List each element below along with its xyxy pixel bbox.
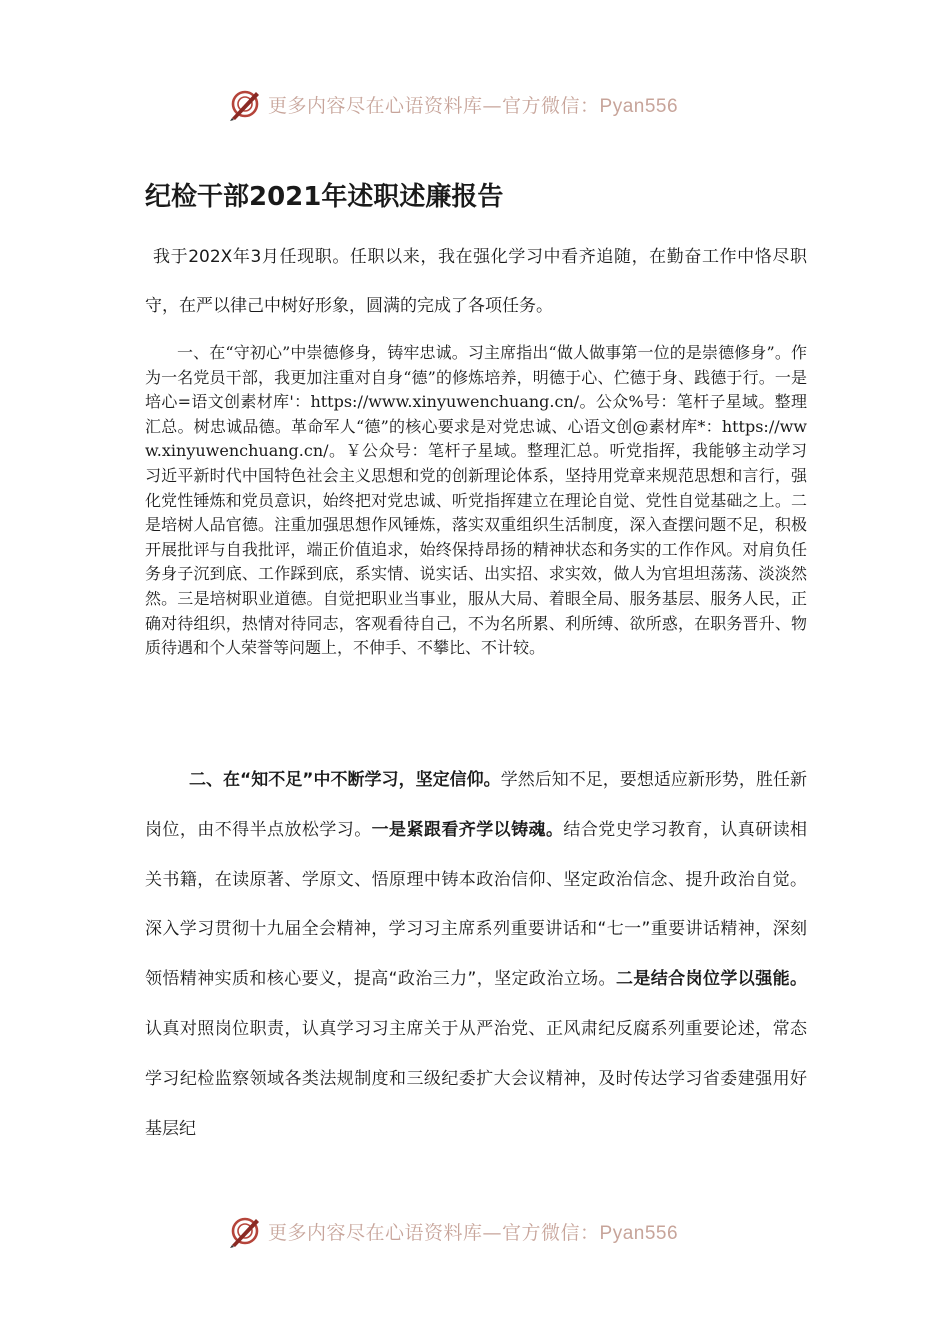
header-watermark-banner [228, 84, 678, 124]
section-one-paragraph: 一、在“守初心”中崇德修身，铸牢忠诚。习主席指出“做人做事第一位的是崇德修身”。作为一名党员干部，我更加注重对自身“德”的修炼培养，明德于心、伫德于身、践德于行。一是培心=语文创素材库'：https://www.xinyuwenchuang.cn/。公众%号：笔杆子星域。整理汇总。树忠诚品德。革命军人“德”的核心要求是对党忠诚、心语文创@素材库*：https://www.xinyuwenchuang.cn/。￥公众号：笔杆子星域。整理汇总。听党指挥，我能够主动学习习近平新时代中国特色社会主义思想和党的创新理论体系，坚持用党章来规范思想和言行，强化党性锤炼和党员意识，始终把对党忠诚、听党指挥建立在理论自觉、党性自觉基础之上。二是培树人品官德。注重加强思想作风锤炼，落实双重组织生活制度，深入查摆问题不足，积极开展批评与自我批评，端正价值追求，始终保持昂扬的精神状态和务实的工作作风。对肩负任务身子沉到底、工作踩到底，系实情、说实话、出实招、求实效，做人为官坦坦荡荡、淡淡然然。三是培树职业道德。自觉把职业当事业，服从大局、着眼全局、服务基层、服务人民，正确对待组织，热情对待同志，客观看待自己，不为名所累、利所缚、欲所惑，在职务晋升、物质待遇和个人荣誉等问题上，不伸手、不攀比、不计较。 [145, 343, 807, 658]
intro-paragraph: 我于202X年3月任现职。任职以来，我在强化学习中看齐追随，在勤奋工作中恪尽职守，在严以律己中树好形象，圆满的完成了各项任务。 [145, 247, 807, 316]
page-title: 纪检干部2021年述职述廉报告 [145, 182, 504, 212]
subpoint-two-heading: 二是结合岗位学以强能。 [615, 969, 807, 990]
watermark-text: 更多内容尽在心语资料库—官方微信：Pyan556 [268, 94, 679, 117]
subpoint-one-heading: 一是紧跟看齐学以铸魂。 [371, 819, 564, 840]
footer-watermark-banner [228, 1211, 678, 1251]
pen-circle-logo-icon [228, 1213, 264, 1249]
section-two-paragraph: 二、在“知不足”中不断学习，坚定信仰。学然后知不足，要想适应新形势，胜任新岗位，由不得半点放松学习。一是紧跟看齐学以铸魂。结合党史学习教育，认真研读相关书籍，在读原著、学原文、悟原理中铸本政治信仰、坚定政治信念、提升政治自觉。深入学习贯彻十九届全会精神，学习习主席系列重要讲话和“七一”重要讲话精神，深刻领悟精神实质和核心要义，提高“政治三力”，坚定政治立场。二是结合岗位学以强能。认真对照岗位职责，认真学习习主席关于从严治党、正风肃纪反腐系列重要论述，常态学习纪检监察领域各类法规制度和三级纪委扩大会议精神，及时传达学习省委建强用好基层纪 [145, 770, 808, 1139]
wechat-handle: Pyan556 [599, 95, 679, 117]
pen-circle-logo-icon [228, 86, 264, 122]
wechat-handle: Pyan556 [599, 1222, 679, 1244]
watermark-text: 更多内容尽在心语资料库—官方微信：Pyan556 [268, 1221, 679, 1244]
section-two-heading: 二、在“知不足”中不断学习，坚定信仰。 [189, 770, 501, 790]
